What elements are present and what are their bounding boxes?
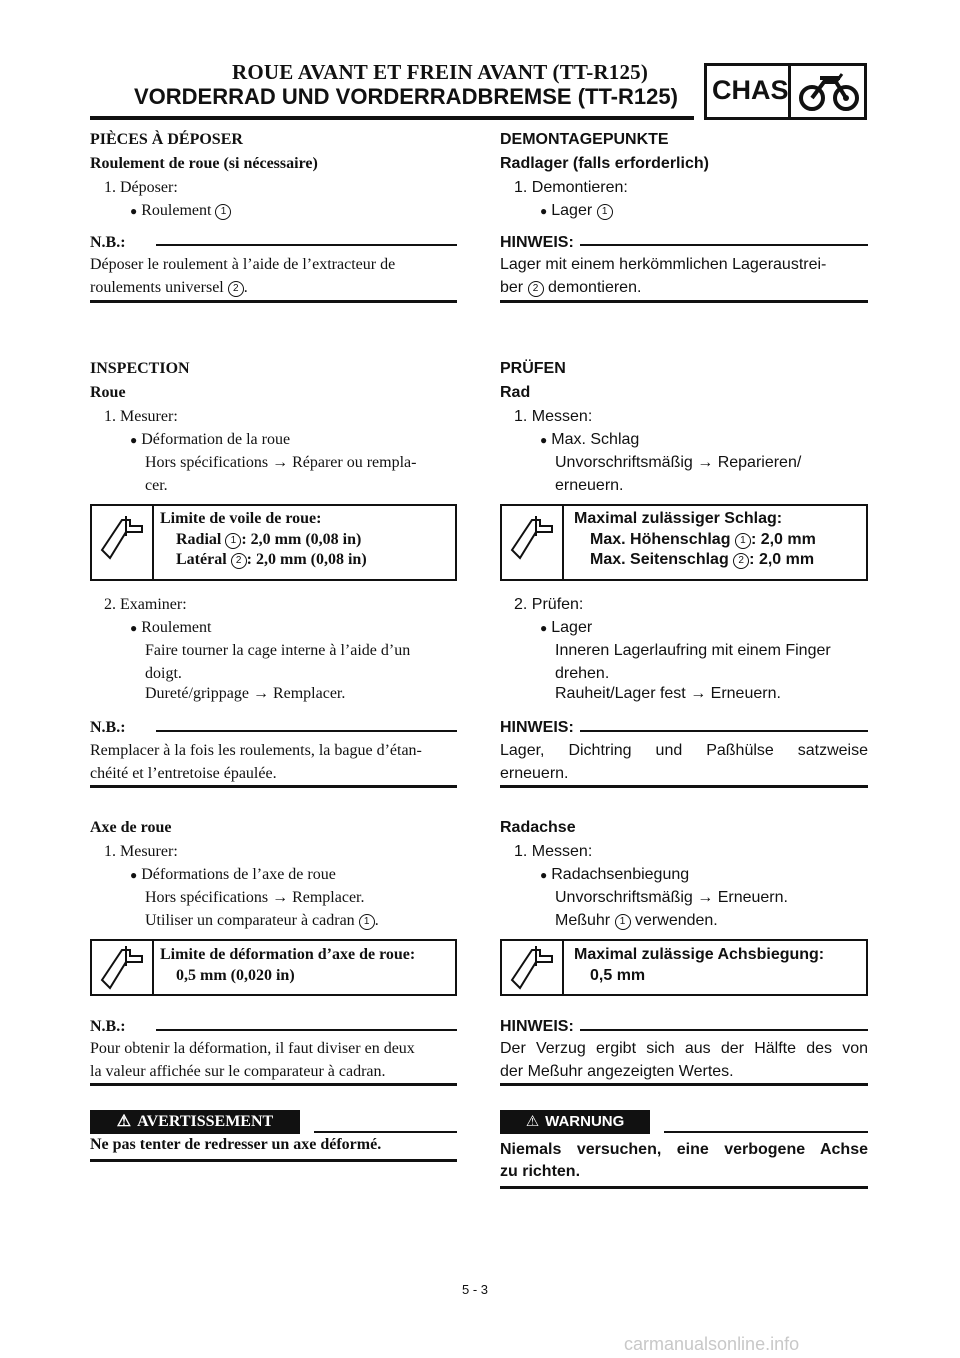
fr-axe-step: 1. Mesurer: bbox=[104, 843, 178, 860]
fr-roue-item: ● Déformation de la roue bbox=[130, 431, 291, 448]
warning-icon: ⚠ bbox=[525, 1113, 540, 1130]
de-spec1-line2 bbox=[590, 551, 814, 569]
de-achse-line2 bbox=[555, 909, 718, 932]
de-pieces-item-text: Lager bbox=[551, 202, 593, 219]
de-rad-heading: Rad bbox=[500, 384, 531, 401]
section-label: CHAS bbox=[712, 75, 789, 105]
de-hinweis1-rule-bottom bbox=[500, 300, 868, 303]
de-hinweis1-rule-top bbox=[580, 244, 868, 246]
callout-number: 1 bbox=[359, 914, 375, 930]
fr-axe-item-text: Déformations de l’axe de roue bbox=[141, 866, 336, 883]
de-hinweis1-line1: Lager mit einem herkömmlichen Lageraustrei- bbox=[500, 256, 827, 273]
fr-nb1-line2: roulements universel 2 . bbox=[90, 279, 248, 296]
title-german: VORDERRAD UND VORDERRADBREMSE (TT-R125) bbox=[134, 84, 678, 109]
de-hinweis1-line2 bbox=[500, 276, 641, 299]
callout-number: 1 bbox=[225, 533, 241, 549]
caliper-icon bbox=[506, 942, 558, 994]
de-achse-line2-start: Meßuhr bbox=[555, 912, 611, 929]
de-warning-line2: zu richten. bbox=[500, 1163, 581, 1180]
fr-spec1-line1 bbox=[176, 531, 361, 549]
de-pruef-item-text: Lager bbox=[551, 619, 593, 636]
de-hinweis2-rule-top bbox=[580, 730, 868, 732]
fr-nb3-rule-top bbox=[156, 1029, 457, 1031]
de-spec-box-divider bbox=[562, 504, 564, 581]
fr-nb1-rule-bottom bbox=[90, 300, 457, 303]
fr-warning-rule-top bbox=[314, 1131, 457, 1133]
fr-nb1-line1: Déposer le roulement à l’aide de l’extracteur de bbox=[90, 256, 396, 273]
de-pruefen-heading: PRÜFEN bbox=[500, 360, 566, 377]
de-spec-box-divider bbox=[562, 939, 564, 996]
fr-inspection-heading: INSPECTION bbox=[90, 360, 190, 377]
fr-exam-item: ● Roulement bbox=[130, 619, 212, 636]
de-pruef-step: 2. Prüfen: bbox=[514, 596, 584, 613]
de-rad-line2: erneuern. bbox=[555, 477, 624, 494]
fr-nb3-line1: Pour obtenir la déformation, il faut diviser en deux bbox=[90, 1040, 415, 1057]
fr-spec1-line2-value: : 2,0 mm (0,08 in) bbox=[246, 551, 367, 568]
de-rad-line1: Unvorschriftsmäßig → Reparieren/ bbox=[555, 454, 802, 471]
fr-spec1-line2 bbox=[176, 551, 367, 569]
fr-axe-line2-text: Utiliser un comparateur à cadran bbox=[145, 912, 355, 929]
fr-roue-item-text: Déformation de la roue bbox=[141, 431, 291, 448]
de-achse-step: 1. Messen: bbox=[514, 843, 593, 860]
fr-spec-box-divider bbox=[152, 939, 154, 996]
de-achse-heading: Radachse bbox=[500, 819, 576, 836]
de-pruef-line2: drehen. bbox=[555, 665, 610, 682]
de-hinweis1-line2-end: demontieren. bbox=[548, 279, 642, 296]
fr-warning-text: Ne pas tenter de redresser un axe déformé. bbox=[90, 1136, 382, 1153]
fr-nb2-line1: Remplacer à la fois les roulements, la bague d’étan- bbox=[90, 742, 422, 759]
de-spec1-line2-value: : 2,0 mm bbox=[749, 551, 815, 568]
fr-axe-line2: Utiliser un comparateur à cadran 1 . bbox=[145, 912, 379, 929]
de-pieces-item: ● Lager 1 bbox=[540, 199, 613, 223]
de-pieces-step: 1. Demontieren: bbox=[514, 179, 628, 196]
callout-number: 2 bbox=[228, 281, 244, 297]
callout-number: 2 bbox=[231, 553, 247, 569]
fr-roue-heading: Roue bbox=[90, 384, 126, 401]
de-pruef-line1: Inneren Lagerlaufring mit einem Finger bbox=[555, 642, 831, 659]
de-warning-rule-top bbox=[664, 1131, 868, 1133]
de-hinweis2-rule-bottom bbox=[500, 785, 868, 788]
de-pieces-heading: DEMONTAGEPUNKTE bbox=[500, 131, 669, 148]
fr-nb2-line2: chéité et l’entretoise épaulée. bbox=[90, 765, 277, 782]
fr-spec2-line1: 0,5 mm (0,020 in) bbox=[176, 967, 295, 984]
warning-icon: ⚠ bbox=[116, 1113, 132, 1130]
de-hinweis2-line1: Lager, Dichtring und Paßhülse satzweise bbox=[500, 742, 868, 759]
fr-pieces-step: 1. Déposer: bbox=[104, 179, 178, 196]
fr-pieces-item: ● Roulement 1 bbox=[130, 199, 231, 223]
de-spec2-title: Maximal zulässige Achsbiegung: bbox=[574, 946, 825, 963]
fr-nb2-label: N.B.: bbox=[90, 719, 126, 736]
caliper-icon bbox=[96, 512, 148, 564]
de-pruef-line3: Rauheit/Lager fest → Erneuern. bbox=[555, 685, 781, 702]
fr-axe-heading: Axe de roue bbox=[90, 819, 172, 836]
fr-warning-rule-bottom bbox=[90, 1159, 457, 1162]
fr-roue-step: 1. Mesurer: bbox=[104, 408, 178, 425]
fr-spec-box-divider bbox=[152, 504, 154, 581]
de-achse-line2-end: verwenden. bbox=[635, 912, 718, 929]
de-pieces-subheading: Radlager (falls erforderlich) bbox=[500, 155, 709, 172]
fr-roue-line2: cer. bbox=[145, 477, 168, 494]
callout-number: 1 bbox=[597, 204, 613, 220]
fr-nb3-label: N.B.: bbox=[90, 1018, 126, 1035]
de-hinweis3-line1: Der Verzug ergibt sich aus der Hälfte des von bbox=[500, 1040, 868, 1057]
de-spec1-line1-label: Max. Höhenschlag bbox=[590, 531, 731, 548]
fr-spec1-title: Limite de voile de roue: bbox=[160, 510, 322, 527]
de-hinweis1-line2-start: ber bbox=[500, 279, 524, 296]
de-warning-line1: Niemals versuchen, eine verbogene Achse bbox=[500, 1141, 868, 1158]
de-achse-line1: Unvorschriftsmäßig → Erneuern. bbox=[555, 889, 788, 906]
header-rule bbox=[90, 116, 694, 120]
fr-nb2-rule-bottom bbox=[90, 785, 457, 788]
fr-nb1-label: N.B.: bbox=[90, 234, 126, 251]
de-spec2-line1: 0,5 mm bbox=[590, 967, 646, 984]
fr-exam-line1: Faire tourner la cage interne à l’aide d’un bbox=[145, 642, 411, 659]
fr-spec2-title: Limite de déformation d’axe de roue: bbox=[160, 946, 416, 963]
fr-nb3-line2: la valeur affichée sur le comparateur à cadran. bbox=[90, 1063, 386, 1080]
de-hinweis3-label: HINWEIS: bbox=[500, 1018, 574, 1035]
fr-exam-line2: doigt. bbox=[145, 665, 182, 682]
fr-nb3-rule-bottom bbox=[90, 1083, 457, 1086]
callout-number: 2 bbox=[733, 553, 749, 569]
fr-nb2-rule-top bbox=[156, 730, 457, 732]
fr-spec1-line2-label: Latéral bbox=[176, 551, 227, 568]
fr-exam-line3: Dureté/grippage → Remplacer. bbox=[145, 685, 346, 702]
de-warning-badge bbox=[500, 1110, 650, 1134]
fr-pieces-heading: PIÈCES À DÉPOSER bbox=[90, 131, 243, 148]
de-achse-item-text: Radachsenbiegung bbox=[551, 866, 690, 883]
de-spec1-line2-label: Max. Seitenschlag bbox=[590, 551, 729, 568]
de-hinweis1-label: HINWEIS: bbox=[500, 234, 574, 251]
caliper-icon bbox=[96, 942, 148, 994]
callout-number: 1 bbox=[735, 533, 751, 549]
fr-nb1-line2-text: roulements universel bbox=[90, 279, 224, 296]
page-number: 5 - 3 bbox=[462, 1282, 489, 1297]
fr-nb1-rule-top bbox=[156, 244, 457, 246]
de-hinweis3-line2: der Meßuhr angezeigten Wertes. bbox=[500, 1063, 734, 1080]
fr-exam-item-text: Roulement bbox=[141, 619, 212, 636]
motorcycle-icon bbox=[796, 68, 862, 116]
callout-number: 2 bbox=[528, 281, 544, 297]
de-rad-item: ● Max. Schlag bbox=[540, 431, 640, 448]
de-spec1-title: Maximal zulässiger Schlag: bbox=[574, 510, 783, 527]
fr-warning-label: AVERTISSEMENT bbox=[137, 1113, 274, 1130]
de-achse-item: ● Radachsenbiegung bbox=[540, 866, 690, 883]
fr-roue-line1: Hors spécifications → Réparer ou rempla- bbox=[145, 454, 417, 471]
fr-axe-line1: Hors spécifications → Remplacer. bbox=[145, 889, 365, 906]
fr-pieces-item-text: Roulement bbox=[141, 202, 212, 219]
fr-spec1-line1-label: Radial bbox=[176, 531, 222, 548]
fr-axe-item: ● Déformations de l’axe de roue bbox=[130, 866, 336, 883]
title-french: ROUE AVANT ET FREIN AVANT (TT-R125) bbox=[232, 60, 649, 84]
de-hinweis2-label: HINWEIS: bbox=[500, 719, 574, 736]
callout-number: 1 bbox=[615, 914, 631, 930]
de-pruef-item: ● Lager bbox=[540, 619, 593, 636]
fr-pieces-subheading: Roulement de roue (si nécessaire) bbox=[90, 155, 318, 172]
de-spec1-line1-value: : 2,0 mm bbox=[750, 531, 816, 548]
de-rad-item-text: Max. Schlag bbox=[551, 431, 640, 448]
callout-number: 1 bbox=[215, 204, 231, 220]
watermark: carmanualsonline.info bbox=[624, 1334, 800, 1354]
de-hinweis3-rule-top bbox=[580, 1029, 868, 1031]
de-warning-label: WARNUNG bbox=[545, 1113, 625, 1130]
caliper-icon bbox=[506, 512, 558, 564]
de-spec1-line1 bbox=[590, 531, 816, 549]
de-hinweis2-line2: erneuern. bbox=[500, 765, 569, 782]
de-rad-step: 1. Messen: bbox=[514, 408, 593, 425]
fr-spec1-line1-value: : 2,0 mm (0,08 in) bbox=[241, 531, 362, 548]
fr-warning-badge bbox=[90, 1110, 300, 1134]
fr-exam-step: 2. Examiner: bbox=[104, 596, 187, 613]
de-hinweis3-rule-bottom bbox=[500, 1083, 868, 1086]
de-warning-rule-bottom bbox=[500, 1186, 868, 1189]
